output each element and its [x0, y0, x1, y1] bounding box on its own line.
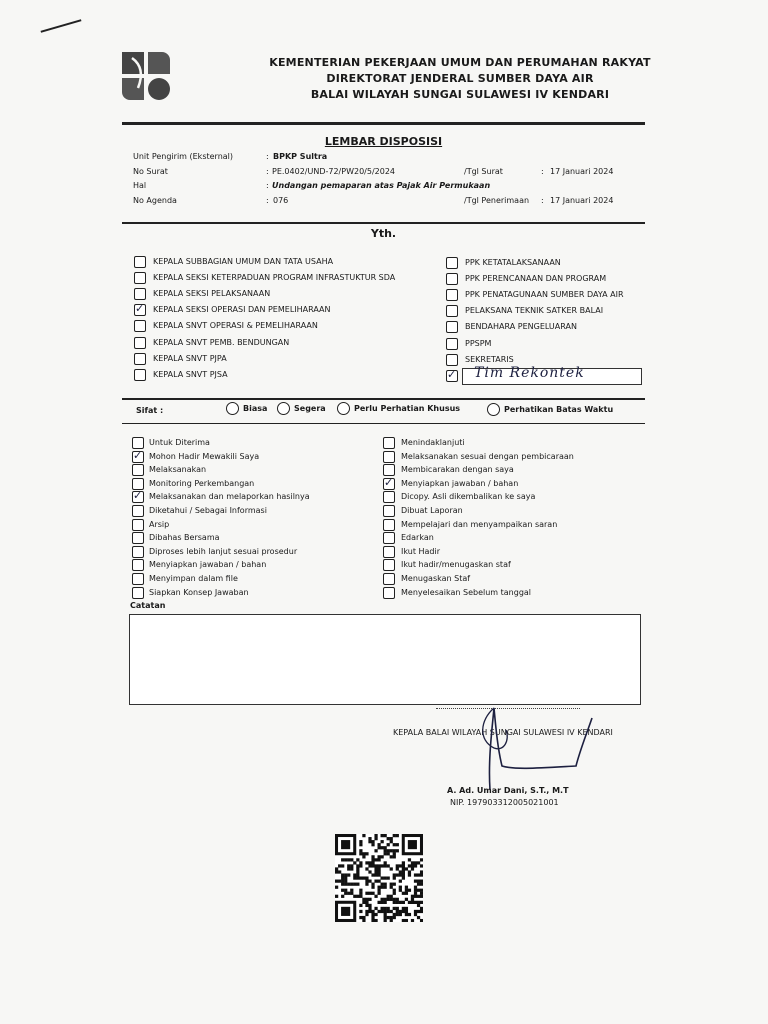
qr-code [335, 834, 423, 922]
checkbox-label: Dicopy. Asli dikembalikan ke saya [401, 492, 536, 502]
colon: : [266, 167, 269, 176]
checkmark-icon: ✓ [133, 448, 143, 462]
radio-perlu-perhatian[interactable] [337, 402, 350, 415]
tglsurat-value: 17 Januari 2024 [550, 167, 614, 176]
checkbox[interactable] [446, 338, 458, 350]
hal-value: Undangan pemaparan atas Pajak Air Permukaan [272, 181, 491, 190]
checkbox[interactable] [132, 448, 144, 463]
signatory-nip: NIP. 197903312005021001 [450, 798, 559, 807]
checkbox-label: Menyimpan dalam file [149, 574, 238, 583]
catatan-label: Catatan [130, 601, 166, 610]
sifat-option-perlu: Perlu Perhatian Khusus [354, 404, 461, 413]
checkbox[interactable] [132, 573, 144, 585]
checkbox-label: KEPALA SEKSI OPERASI DAN PEMELIHARAAN [153, 305, 331, 315]
colon: : [541, 196, 544, 205]
radio-segera[interactable] [277, 402, 290, 415]
checkbox-label: KEPALA SNVT PEMB. BENDUNGAN [153, 337, 290, 347]
checkbox[interactable] [446, 273, 458, 285]
sifat-option-segera: Segera [294, 404, 326, 413]
checkbox[interactable] [134, 288, 146, 300]
hal-label: Hal [133, 181, 147, 190]
checkbox[interactable] [383, 505, 395, 517]
checkbox-label: Siapkan Konsep Jawaban [149, 587, 249, 597]
checkbox[interactable] [446, 289, 458, 301]
checkbox-label: PPK KETATALAKSANAAN [465, 258, 561, 267]
ministry-logo [122, 52, 170, 100]
catatan-box[interactable] [129, 614, 641, 705]
radio-batas-waktu[interactable] [487, 403, 500, 416]
checkbox[interactable] [383, 491, 395, 503]
checkbox-label: PPK PENATAGUNAAN SUMBER DAYA AIR [465, 290, 624, 300]
unit-label: Unit Pengirim (Eksternal) [133, 152, 234, 161]
checkmark-icon: ✓ [447, 367, 457, 381]
checkbox[interactable] [134, 320, 146, 332]
checkbox-label: Edarkan [401, 533, 434, 543]
info-divider [122, 222, 645, 224]
yth-title: Yth. [370, 227, 397, 240]
nosurat-label: No Surat [133, 167, 168, 176]
checkbox[interactable] [134, 272, 146, 284]
radio-biasa[interactable] [226, 402, 239, 415]
checkbox[interactable] [132, 559, 144, 571]
agenda-label: No Agenda [133, 196, 177, 205]
checkbox[interactable] [446, 305, 458, 317]
checkbox-label: PPSPM [465, 338, 492, 348]
checkbox[interactable] [383, 573, 395, 585]
checkbox[interactable] [383, 519, 395, 531]
signatory-name: A. Ad. Umar Dani, S.T., M.T [447, 786, 569, 795]
checkmark-icon: ✓ [133, 489, 143, 503]
checkbox-label: KEPALA SEKSI PELAKSANAAN [153, 289, 271, 299]
checkbox-label: BENDAHARA PENGELUARAN [465, 322, 577, 332]
colon: : [266, 152, 269, 161]
checkbox-label: Membicarakan dengan saya [401, 465, 514, 475]
checkbox-label: Menyelesaikan Sebelum tanggal [401, 587, 532, 597]
checkbox-label: KEPALA SNVT PJSA [153, 369, 228, 379]
checkbox-label: Ikut hadir/menugaskan staf [401, 560, 511, 570]
checkbox[interactable] [134, 304, 146, 316]
checkbox[interactable] [383, 437, 395, 449]
checkbox-label: Menindaklanjuti [401, 438, 465, 447]
checkbox-label: Diketahui / Sebagai Informasi [149, 506, 267, 515]
checkbox-label: Melaksanakan sesuai dengan pembicaraan [401, 451, 574, 461]
sifat-divider [122, 423, 645, 424]
checkbox[interactable] [383, 451, 395, 463]
checkbox[interactable] [132, 505, 144, 517]
colon: : [266, 196, 269, 205]
header-balai: BALAI WILAYAH SUNGAI SULAWESI IV KENDARI [310, 88, 610, 101]
checkbox-label: Menyiapkan jawaban / bahan [401, 478, 519, 488]
checkbox-label: KEPALA SEKSI KETERPADUAN PROGRAM INFRASTUKTUR SDA [153, 273, 396, 283]
checkbox[interactable] [383, 587, 395, 599]
checkbox[interactable] [132, 532, 144, 544]
colon: : [266, 181, 269, 190]
checkbox[interactable] [446, 367, 458, 382]
signature-position: KEPALA BALAI WILAYAH SUNGAI SULAWESI IV KENDARI [393, 728, 613, 737]
sifat-label: Sifat : [136, 406, 164, 415]
header-directorate: DIREKTORAT JENDERAL SUMBER DAYA AIR [326, 72, 594, 85]
checkbox-label: Melaksanakan [149, 465, 207, 475]
checkbox[interactable] [446, 321, 458, 333]
checkbox-label: PPK PERENCANAAN DAN PROGRAM [465, 274, 607, 284]
checkbox[interactable] [446, 257, 458, 269]
tglterima-value: 17 Januari 2024 [550, 196, 614, 205]
checkbox[interactable] [383, 546, 395, 558]
header-ministry: KEMENTERIAN PEKERJAAN UMUM DAN PERUMAHAN RAKYAT [269, 56, 651, 69]
checkbox[interactable] [383, 559, 395, 571]
checkbox[interactable] [132, 437, 144, 449]
tglterima-label: /Tgl Penerimaan [464, 196, 530, 205]
checkbox-label: Monitoring Perkembangan [149, 478, 255, 488]
checkbox[interactable] [383, 464, 395, 476]
agenda-value: 076 [273, 196, 289, 205]
checkbox-label: Dibuat Laporan [401, 506, 463, 515]
checkbox-label: KEPALA SNVT OPERASI & PEMELIHARAAN [153, 321, 318, 331]
checkbox-label: SEKRETARIS [465, 354, 514, 364]
checkbox[interactable] [134, 369, 146, 381]
tglsurat-label: /Tgl Surat [464, 167, 503, 176]
checkbox[interactable] [132, 546, 144, 558]
checkbox[interactable] [446, 354, 458, 366]
checkbox-label: PELAKSANA TEKNIK SATKER BALAI [465, 306, 604, 316]
checkbox[interactable] [132, 491, 144, 503]
checkbox[interactable] [383, 532, 395, 544]
checkmark-icon: ✓ [135, 302, 145, 316]
checkbox[interactable] [132, 587, 144, 599]
checkbox[interactable] [383, 475, 395, 490]
checkbox-label: KEPALA SNVT PJPA [153, 353, 227, 363]
checkbox-label: KEPALA SUBBAGIAN UMUM DAN TATA USAHA [153, 257, 334, 266]
checkbox[interactable] [134, 256, 146, 268]
checkbox-label: Menyiapkan jawaban / bahan [149, 560, 267, 570]
checkbox[interactable] [132, 478, 144, 490]
checkbox-label: Ikut Hadir [401, 546, 441, 556]
checkbox-label: Untuk Diterima [149, 438, 210, 447]
checkbox-label: Mempelajari dan menyampaikan saran [401, 519, 558, 529]
checkbox-label: Arsip [149, 519, 170, 529]
checkbox-label: Dibahas Bersama [149, 533, 220, 543]
pen-mark [41, 19, 82, 32]
handwritten-signature [440, 700, 600, 800]
checkbox-label: Diproses lebih lanjut sesuai prosedur [149, 546, 298, 556]
colon: : [541, 167, 544, 176]
handwritten-recipient: Tim Rekontek [474, 365, 585, 381]
unit-value: BPKP Sultra [273, 152, 328, 161]
sifat-option-biasa: Biasa [243, 404, 268, 413]
sifat-option-batas: Perhatikan Batas Waktu [504, 405, 614, 414]
checkbox[interactable] [132, 519, 144, 531]
checkmark-icon: ✓ [384, 475, 394, 489]
checkbox[interactable] [132, 464, 144, 476]
checkbox-label: Melaksanakan dan melaporkan hasilnya [149, 492, 310, 502]
checkbox-label: Menugaskan Staf [401, 574, 471, 583]
header-divider [122, 122, 645, 125]
checkbox-label: Mohon Hadir Mewakili Saya [149, 451, 260, 461]
nosurat-value: PE.0402/UND-72/PW20/5/2024 [272, 167, 395, 176]
form-title: LEMBAR DISPOSISI [324, 135, 443, 148]
yth-divider [122, 398, 645, 400]
checkbox[interactable] [134, 353, 146, 365]
checkbox[interactable] [134, 337, 146, 349]
